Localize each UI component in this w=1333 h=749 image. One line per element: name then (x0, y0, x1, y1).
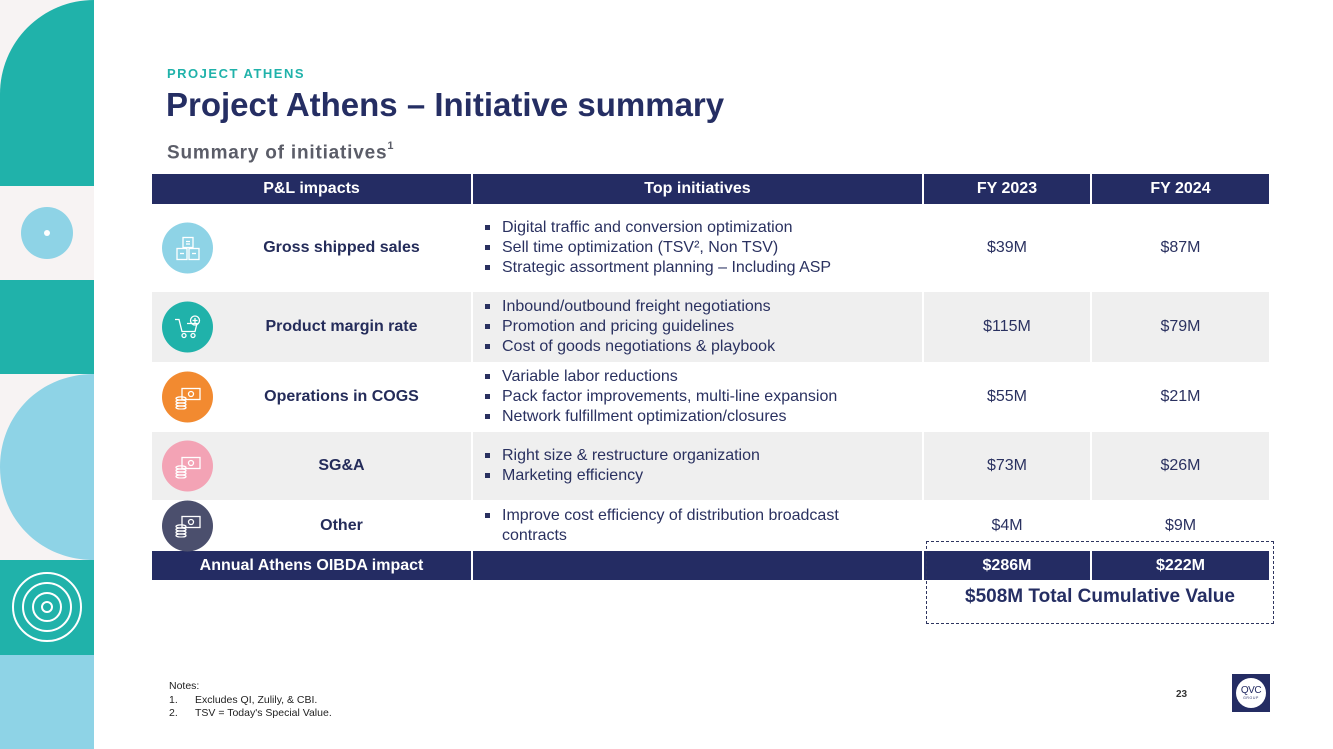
footnote-item (169, 694, 332, 708)
fy2023-value: $115M (923, 292, 1091, 362)
column-header-fy2024: FY 2024 (1091, 174, 1269, 204)
page-title: Project Athens – Initiative summary (166, 86, 725, 123)
impact-cell (152, 362, 472, 432)
fy2024-value: $26M (1091, 432, 1269, 500)
initiative-item: Digital traffic and conversion optimization (485, 218, 922, 238)
initiative-item: Marketing efficiency (485, 466, 922, 486)
logo-text: QVC (1240, 684, 1262, 696)
shopping-cart-icon (162, 302, 213, 353)
initiative-item: Improve cost efficiency of distribution broadcast contracts (485, 506, 862, 546)
subtitle-footnote-marker: 1 (387, 140, 395, 152)
subtitle-text: Summary of initiatives (167, 142, 388, 164)
fy2024-value: $79M (1091, 292, 1269, 362)
initiative-item: Network fulfillment optimization/closures (485, 407, 922, 427)
money-coins-icon (162, 441, 213, 492)
table-row (152, 204, 1269, 292)
impact-label: Other (320, 516, 363, 534)
initiative-item: Cost of goods negotiations & playbook (485, 337, 922, 357)
column-header-top-initiatives: Top initiatives (472, 174, 923, 204)
logo-ring (1236, 678, 1266, 708)
section-eyebrow: PROJECT ATHENS (167, 66, 306, 81)
initiatives-cell (472, 292, 923, 362)
footnote-number: 2. (169, 707, 178, 719)
page-subtitle (167, 142, 394, 164)
initiative-item: Sell time optimization (TSV², Non TSV) (485, 238, 922, 258)
initiatives-cell (472, 204, 923, 292)
impact-cell (152, 204, 472, 292)
column-header-pl-impacts: P&L impacts (152, 174, 472, 204)
total-fy2023: $286M (923, 551, 1091, 580)
fy2024-value: $87M (1091, 204, 1269, 292)
fy2024-value: $9M (1091, 500, 1269, 551)
cumulative-value-box (926, 541, 1274, 624)
impact-cell (152, 432, 472, 500)
impact-cell (152, 292, 472, 362)
impact-label: Product margin rate (265, 318, 418, 335)
notes-heading: Notes: (169, 680, 200, 692)
impact-label: Gross shipped sales (263, 239, 420, 256)
footnote-item (169, 707, 332, 721)
footnote-text: Excludes QI, Zulily, & CBI. (195, 693, 318, 706)
qvc-group-logo (1232, 674, 1270, 712)
initiative-item: Strategic assortment planning – Including ASP (485, 258, 922, 278)
logo-subtext: GROUP (1243, 695, 1259, 700)
footnote-text: TSV = Today's Special Value. (195, 707, 332, 719)
cumulative-value-text: $508M Total Cumulative Value (965, 586, 1235, 607)
total-label: Annual Athens OIBDA impact (152, 551, 472, 580)
table-row (152, 432, 1269, 500)
column-header-fy2023: FY 2023 (923, 174, 1091, 204)
fy2023-value: $4M (923, 500, 1091, 551)
initiative-table (152, 174, 1269, 580)
total-initiatives-empty (472, 551, 923, 580)
initiative-item: Pack factor improvements, multi-line expansion (485, 387, 922, 407)
initiatives-cell (472, 362, 923, 432)
impact-label: Operations in COGS (264, 388, 419, 405)
table-row (152, 362, 1269, 432)
initiative-item: Inbound/outbound freight negotiations (485, 297, 922, 317)
boxes-icon (162, 223, 213, 274)
fy2023-value: $39M (923, 204, 1091, 292)
initiative-item: Promotion and pricing guidelines (485, 317, 922, 337)
initiatives-cell (472, 432, 923, 500)
footnote-number: 1. (169, 693, 178, 706)
total-fy2024: $222M (1091, 551, 1269, 580)
fy2023-value: $55M (923, 362, 1091, 432)
impact-cell (152, 500, 472, 551)
table-header-row (152, 174, 1269, 204)
money-coins-icon (162, 500, 213, 551)
footnotes (169, 680, 332, 721)
table-row (152, 292, 1269, 362)
page-number: 23 (1176, 689, 1188, 700)
initiative-item: Variable labor reductions (485, 367, 922, 387)
fy2024-value: $21M (1091, 362, 1269, 432)
decorative-side-strip (0, 0, 94, 749)
impact-label: SG&A (318, 457, 365, 474)
initiatives-cell (472, 500, 923, 551)
initiative-item: Right size & restructure organization (485, 446, 922, 466)
money-coins-icon (162, 372, 213, 423)
fy2023-value: $73M (923, 432, 1091, 500)
